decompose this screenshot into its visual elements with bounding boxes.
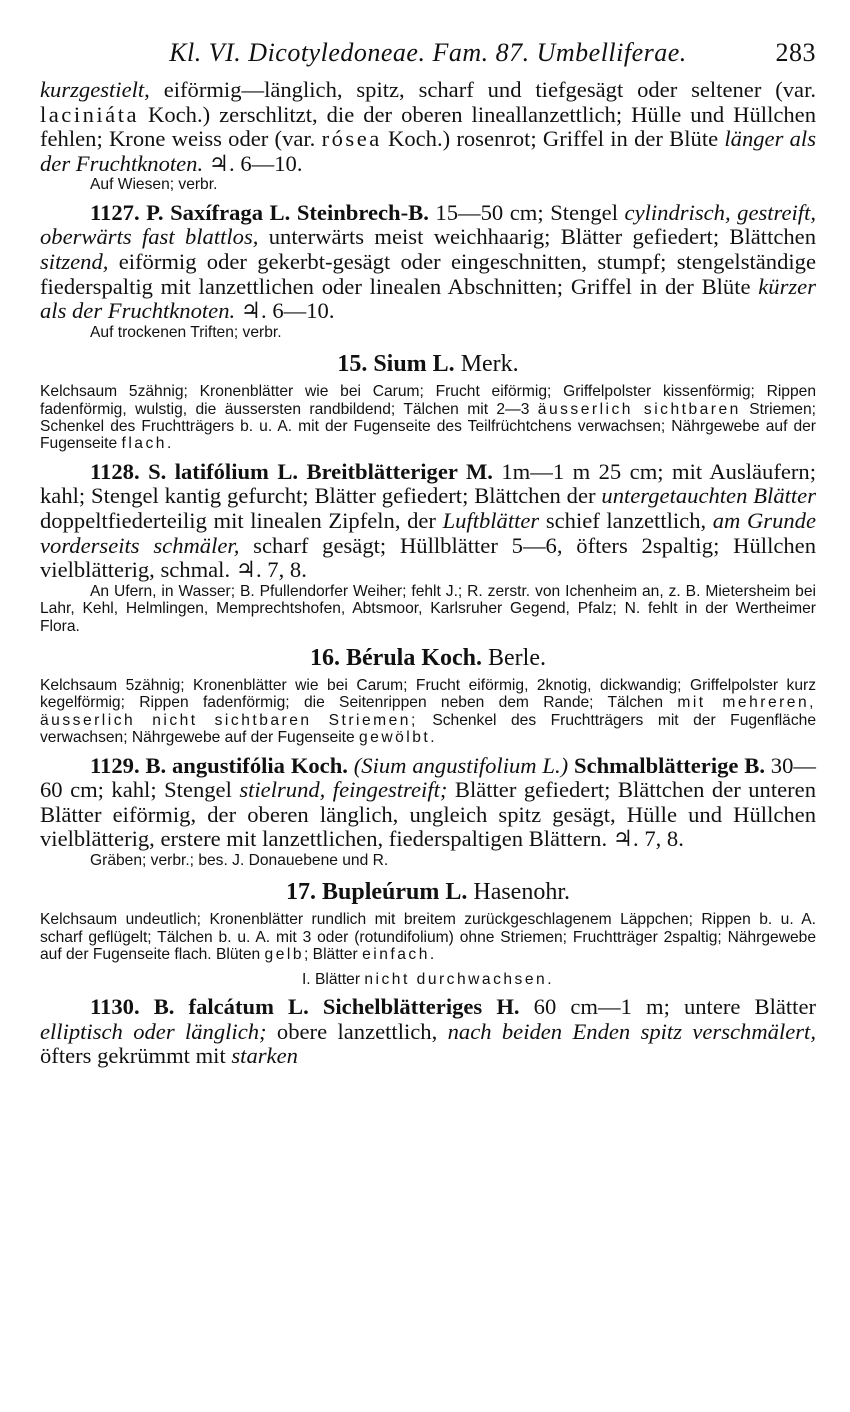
page-number: 283	[775, 38, 816, 67]
genus-description-16: Kelchsaum 5zähnig; Kronenblätter wie bei Carum; Frucht eiförmig, 2knotig, dickwandig; Griffelpolster kurz kegelförmig; Rippen fadenförmig; die Seitenrippen neben dem Rande; Tälchen mit mehreren, äusserlich nicht sichtbaren Striemen; Schenkel des Fruchtträgers mit der Fugenfläche verwachsen; Nährgewebe auf der Fugenseite gewölbt.	[40, 676, 816, 747]
genus-heading-16: 16. Bérula Koch. Berle.	[310, 644, 546, 671]
entry-1126-continued: kurzgestielt, eiförmig—länglich, spitz, scharf und tiefgesägt oder seltener (var. laciniáta Koch.) zerschlitzt, die der oberen lineallanzettlich; Hülle und Hüllchen fehlen; Krone weiss oder (var. rósea Koch.) rosenrot; Griffel in der Blüte länger als der Fruchtknoten. ♃. 6—10.	[40, 77, 816, 176]
entry-1127: 1127. P. Saxífraga L. Steinbrech-B. 15—50 cm; Stengel cylindrisch, gestreift, oberwärts fast blattlos, unterwärts meist weichhaarig; Blätter gefiedert; Blättchen sitzend, eiförmig oder gekerbt-gesägt oder eingeschnitten, stumpf; stengelständige fiederspaltig mit lanzettlichen oder linealen Abschnitten; Griffel in der Blüte kürzer als der Fruchtknoten. ♃. 6—10.	[40, 199, 817, 324]
habitat-1126: Auf Wiesen; verbr.	[90, 176, 218, 194]
species-name: B. angustifólia Koch.	[145, 752, 348, 778]
genus-heading-17: 17. Bupleúrum L. Hasenohr.	[285, 879, 571, 906]
habitat-1128: An Ufern, in Wasser; B. Pfullendorfer Weiher; fehlt J.; R. zerstr. von Ichenheim an, z. B. Mietersheim bei Lahr, Kehl, Helmlingen, Memprechtshofen, Abtsmoor, Karlsruher Gegend, Pfalz; N. fehlt in der Wertheimer Flora.	[40, 582, 816, 635]
entry-1130: 1130. B. falcátum L. Sichelblätteriges H. 60 cm—1 m; untere Blätter elliptisch oder länglich; obere lanzettlich, nach beiden Enden spitz verschmälert, öfters gekrümmt mit starken	[40, 994, 817, 1069]
entry-1128: 1128. S. latifólium L. Breitblätteriger M. 1m—1 m 25 cm; mit Ausläufern; kahl; Stengel kantig gefurcht; Blätter gefiedert; Blättchen der untergetauchten Blätter doppeltfiederteilig mit linealen Zipfeln, der Luftblätter schief lanzettlich, am Grunde vorderseits schmäler, scharf gesägt; Hüllblätter 5—6, öfters 2spaltig; Hüllchen vielblätterig, schmal. ♃. 7, 8.	[40, 458, 817, 583]
running-header	[40, 38, 816, 78]
genus-description-15: Kelchsaum 5zähnig; Kronenblätter wie bei Carum; Frucht eiförmig; Griffelpolster kissenförmig; Rippen fadenförmig, wulstig, die äussersten randbildend; Tälchen mit 2—3 äusserlich sichtbaren Striemen; Schenkel des Fruchtträgers b. u. A. mit der Fugenseite des Teilfrüchtchens verwachsen; Nährgewebe auf der Fugenseite flach.	[40, 383, 816, 453]
book-page	[40, 38, 816, 1069]
species-name: P. Saxífraga L. Steinbrech-B.	[146, 199, 429, 225]
running-title: Kl. VI. Dicotyledoneae. Fam. 87. Umbelliferae.	[169, 38, 687, 67]
species-name: S. latifólium L. Breitblätteriger M.	[148, 458, 493, 484]
species-name: B. falcátum L. Sichelblätteriges H.	[153, 994, 520, 1019]
key-line-1: I. Blätter nicht durchwachsen.	[301, 970, 555, 988]
habitat-1129: Gräben; verbr.; bes. J. Donauebene und R.	[90, 851, 389, 869]
entry-1129: 1129. B. angustifólia Koch. (Sium angustifolium L.) Schmalblätterige B. 30—60 cm; kahl; Stengel stielrund, feingestreift; Blätter gefiedert; Blättchen der unteren Blätter eiförmig, der oberen länglich, ungleich spitz gesägt, Hülle und Hüllchen vielblätterig, erstere mit lanzettlichen, fiederspaltigen Blättern. ♃. 7, 8.	[40, 752, 816, 852]
genus-heading-15: 15. Sium L. Merk.	[337, 351, 519, 378]
genus-description-17: Kelchsaum undeutlich; Kronenblätter rundlich mit breitem zurückgeschlagenem Läppchen; Rippen b. u. A. scharf geflügelt; Tälchen b. u. A. mit 3 oder (rotundifolium) ohne Striemen; Fruchtträger 2spaltig; Nährgewebe auf der Fugenseite flach. Blüten gelb; Blätter einfach.	[40, 911, 816, 964]
habitat-1127: Auf trockenen Triften; verbr.	[90, 323, 282, 341]
